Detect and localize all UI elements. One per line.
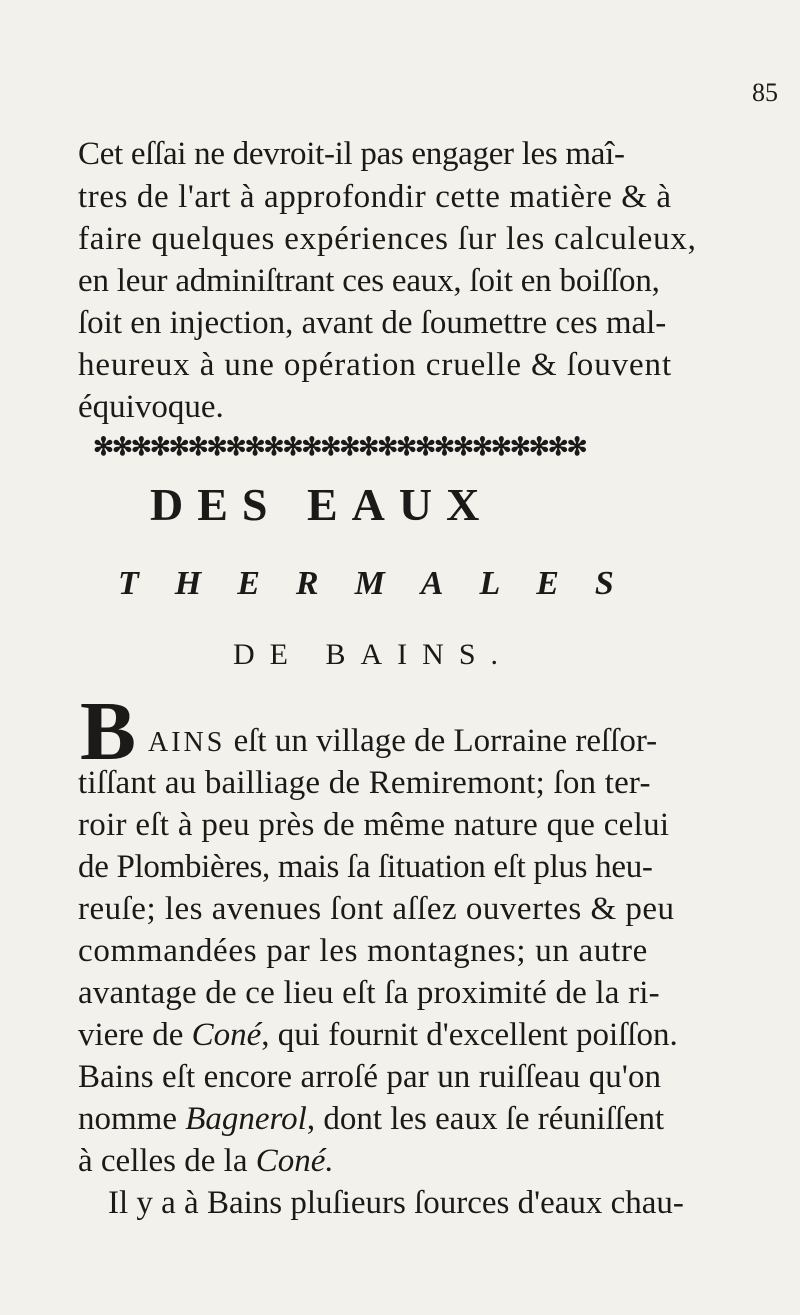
text-line: équivoque. [78,389,224,425]
text-run: nomme [78,1101,186,1137]
text-run: , dont les eaux ſe réuniſſent [306,1101,665,1137]
text-line: tres de l'art à approfondir cette matière & à [78,179,672,215]
page-number: 85 [752,78,778,107]
drop-cap: B [80,685,137,778]
text-line: tiſſant au bailliage de Remiremont; ſon ter- [78,765,651,801]
heading-line-3: DE BAINS. [233,638,514,671]
text-line: avantage de ce lieu eſt ſa proximité de la ri- [78,975,660,1011]
text-run: viere de [78,1017,192,1053]
heading-line-2: THERMALES [118,565,650,602]
text-line [78,1014,678,1056]
text-line: Cet eſſai ne devroit-il pas engager les maî- [78,136,625,172]
text-line: de Plombières, mais ſa ſituation eſt plus heu- [78,849,653,885]
italic-place-name: Bagnerol [185,1101,307,1137]
text-line [148,720,657,764]
italic-place-name: Coné. [255,1143,334,1179]
text-line: heureux à une opération cruelle & ſouvent [78,347,673,383]
text-line: reuſe; les avenues ſont aſſez ouvertes & peu [78,891,675,927]
text-line: commandées par les montagnes; un autre [78,933,649,969]
text-line: en leur adminiſtrant ces eaux, ſoit en boiſſon, [78,263,660,299]
italic-place-name: Coné [191,1017,262,1053]
text-line: roir eſt à peu près de même nature que celui [78,807,670,843]
text-line: ſoit en injection, avant de ſoumettre ces mal- [78,305,667,341]
heading-line-1: DES EAUX [150,479,494,530]
paragraph-sources-first-line: Il y a à Bains pluſieurs ſources d'eaux chau- [108,1185,684,1221]
small-caps-word: AINS [148,727,226,758]
text-run: à celles de la [78,1143,256,1179]
text-run: , qui fournit d'excellent poiſſon. [261,1017,678,1053]
text-line [78,1140,334,1182]
decorative-ornament-rule: ✻✻✻✻✻✻✻✻✻✻✻✻✻✻✻✻✻✻✻✻✻✻✻✻✻✻ [93,434,586,461]
text-line: faire quelques expériences ſur les calculeux, [78,221,697,257]
text-line [78,1098,664,1140]
text-line: Bains eſt encore arroſé par un ruiſſeau qu'on [78,1059,662,1095]
text-run: eſt un village de Lorraine reſſor- [225,723,658,759]
